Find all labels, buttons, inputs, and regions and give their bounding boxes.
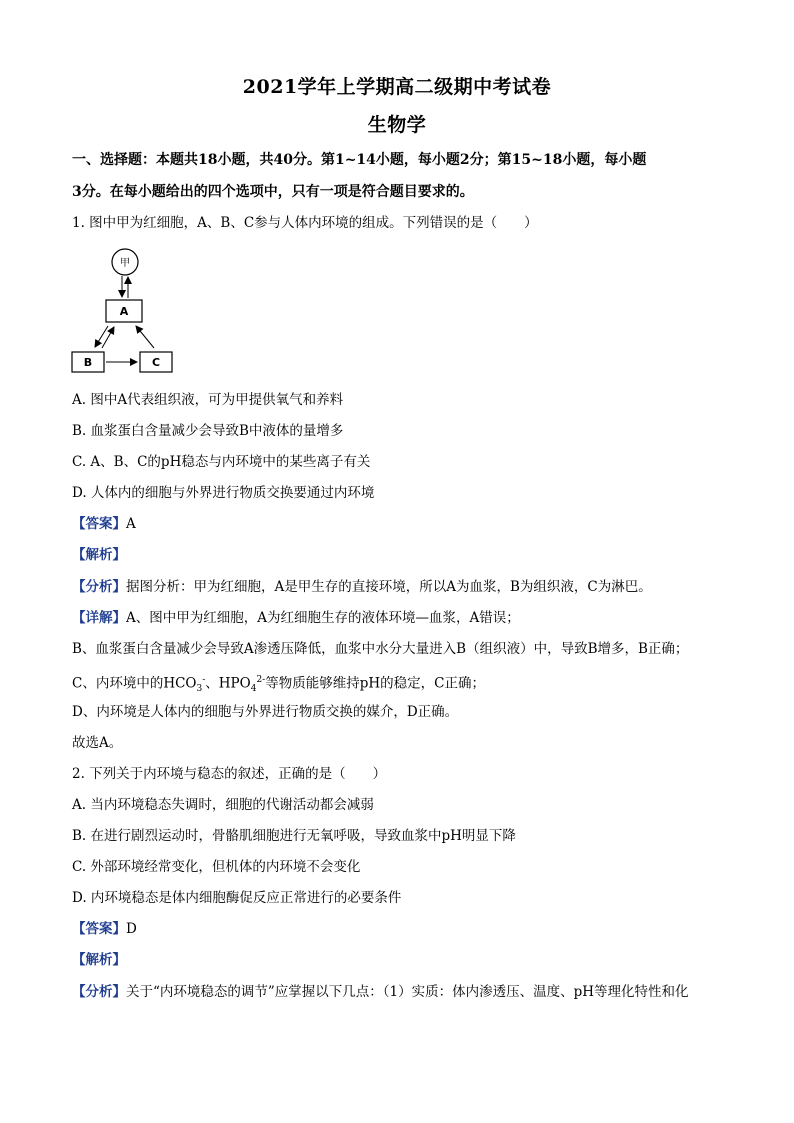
q1-xiangjie-b: B、血浆蛋白含量减少会导致A渗透压降低，血浆中水分大量进入B（组织液）中，导致B增多，B正确；: [72, 641, 689, 657]
hpo4-charge: 2-: [256, 675, 266, 685]
fenxi-tag: 【分析】: [72, 984, 126, 1000]
hco3-subscript: 3: [196, 684, 203, 695]
exam-title: 2021学年上学期高二级期中考试卷: [242, 76, 552, 98]
section-instructions-line2: 3分。在每小题给出的四个选项中，只有一项是符合题目要求的。: [72, 184, 474, 200]
q1-xiangjie-line: [72, 609, 520, 627]
node-jia-label: 甲: [120, 258, 130, 269]
q1-fenxi: 据图分析：甲为红细胞，A是甲生存的直接环境，所以A为血浆，B为组织液，C为淋巴。: [126, 579, 652, 595]
analysis-tag: 【解析】: [72, 952, 126, 968]
hco3-charge: -: [202, 675, 206, 685]
analysis-tag: 【解析】: [72, 547, 126, 563]
node-c-label: C: [151, 356, 161, 369]
hpo4-subscript: 4: [250, 684, 257, 695]
node-b-label: B: [83, 356, 93, 369]
q1-stem: 1. 图中甲为红细胞，A、B、C参与人体内环境的组成。下列错误的是（ ）: [72, 215, 538, 231]
section-instructions-line1: 一、选择题：本题共18小题，共40分。第1~14小题，每小题2分；第15~18小题，每小题: [72, 152, 647, 168]
q1-option-b: B. 血浆蛋白含量减少会导致B中液体的量增多: [72, 423, 344, 439]
q1-analysis-line: [72, 546, 126, 564]
q1-option-c: C. A、B、C的pH稳态与内环境中的某些离子有关: [72, 454, 371, 470]
xiangjie-c-mid: 、HPO: [205, 675, 251, 692]
q1-answer: A: [126, 516, 136, 532]
fenxi-tag: 【分析】: [72, 579, 126, 595]
q1-diagram: [66, 244, 196, 378]
subject-title: 生物学: [367, 114, 427, 136]
q2-stem: 2. 下列关于内环境与稳态的叙述，正确的是（ ）: [72, 766, 387, 782]
q2-option-c: C. 外部环境经常变化，但机体的内环境不会变化: [72, 859, 361, 875]
q1-option-d: D. 人体内的细胞与外界进行物质交换要通过内环境: [72, 485, 375, 501]
arrow-b-to-a: [102, 327, 114, 348]
q1-xiangjie-d: D、内环境是人体内的细胞与外界进行物质交换的媒介，D正确。: [72, 704, 459, 720]
q1-conclusion: 故选A。: [72, 735, 123, 751]
answer-tag: 【答案】: [72, 921, 126, 937]
q2-analysis-line: [72, 951, 126, 969]
q2-option-b: B. 在进行剧烈运动时，骨骼肌细胞进行无氧呼吸，导致血浆中pH明显下降: [72, 828, 516, 844]
q1-xiangjie-a: A、图中甲为红细胞，A为红细胞生存的液体环境—血浆，A错误；: [126, 610, 520, 626]
xiangjie-tag: 【详解】: [72, 610, 126, 626]
q2-answer-line: [72, 920, 137, 938]
q1-xiangjie-c: [72, 671, 485, 698]
node-a-label: A: [119, 305, 129, 318]
xiangjie-c-pre: C、内环境中的HCO: [72, 675, 197, 692]
answer-tag: 【答案】: [72, 516, 126, 532]
q1-option-a: A. 图中A代表组织液，可为甲提供氧气和养料: [72, 392, 344, 408]
arrow-a-to-b: [95, 326, 108, 347]
xiangjie-c-post: 等物质能够维持pH的稳定，C正确；: [265, 675, 485, 692]
arrow-c-to-a: [136, 326, 154, 348]
q2-fenxi-line: [72, 983, 689, 1001]
q2-fenxi: 关于“内环境稳态的调节”应掌握以下几点：（1）实质：体内渗透压、温度、pH等理化特性和化: [126, 984, 689, 1000]
q1-answer-line: [72, 515, 136, 533]
q2-option-d: D. 内环境稳态是体内细胞酶促反应正常进行的必要条件: [72, 890, 402, 906]
q1-fenxi-line: [72, 578, 652, 596]
q2-answer: D: [126, 921, 137, 937]
q2-option-a: A. 当内环境稳态失调时，细胞的代谢活动都会减弱: [72, 797, 374, 813]
